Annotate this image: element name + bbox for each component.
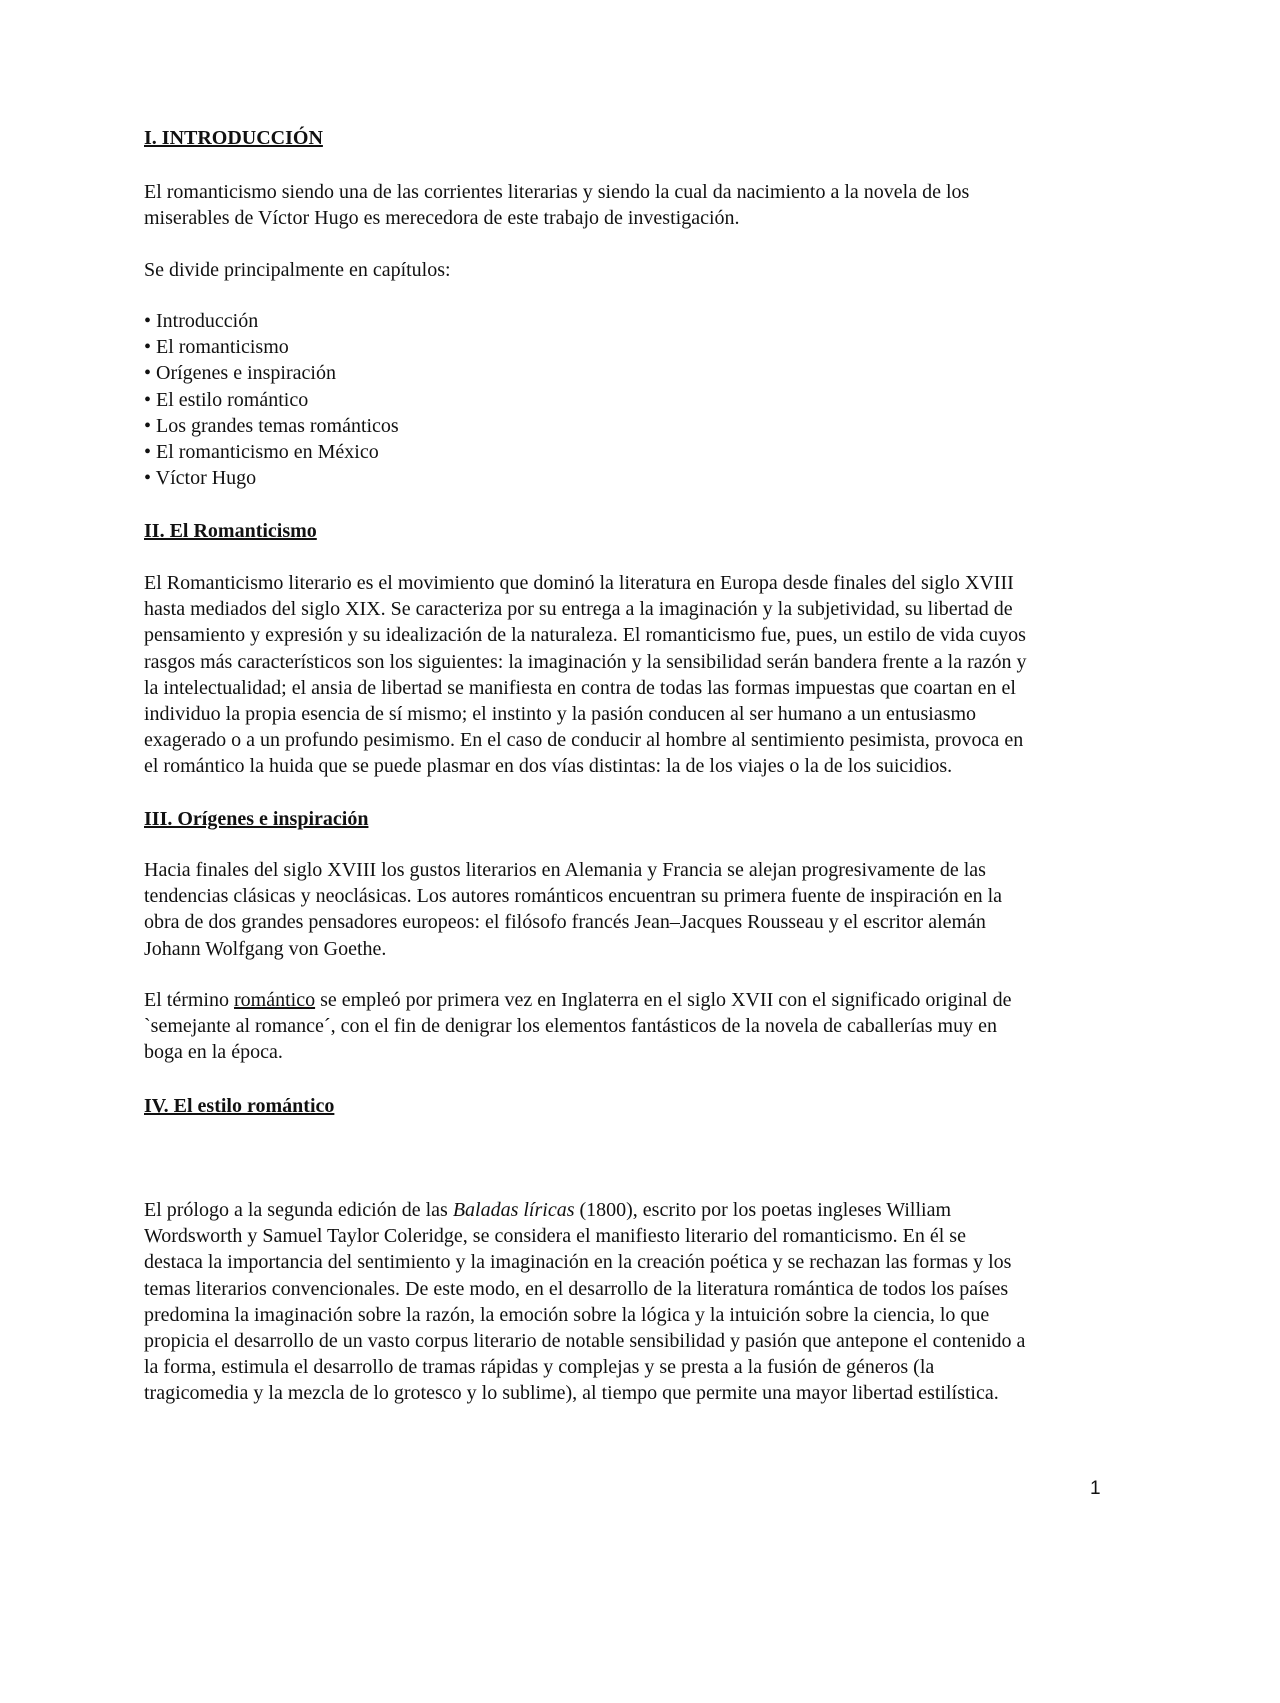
list-item: • El estilo romántico <box>144 388 309 411</box>
text-line: Hacia finales del siglo XVIII los gustos literarios en Alemania y Francia se alejan progresivamente de las <box>144 859 986 881</box>
text-line: rasgos más característicos son los siguientes: la imaginación y la sensibilidad serán bandera frente a la razón y <box>144 650 1027 673</box>
list-item: • Introducción <box>144 310 259 332</box>
text-segment: El término <box>144 989 234 1011</box>
text-line: temas literarios convencionales. De este modo, en el desarrollo de la literatura romántica de todos los países <box>144 1277 1009 1300</box>
list-item: • Orígenes e inspiración <box>144 362 336 385</box>
text-line: tendencias clásicas y neoclásicas. Los autores románticos encuentran su primera fuente de inspiración en la <box>144 885 1002 908</box>
text-line: destaca la importancia del sentimiento y la imaginación en la creación poética y se rechazan las formas y los <box>144 1251 1012 1274</box>
underlined-term: romántico <box>233 989 316 1011</box>
text-line: propicia el desarrollo de un vasto corpus literario de notable sensibilidad y pasión que antepone el contenido a <box>144 1329 1026 1352</box>
text-line: Wordsworth y Samuel Taylor Coleridge, se considera el manifiesto literario del romanticismo. En él se <box>144 1225 966 1248</box>
text-line: boga en la época. <box>144 1041 283 1064</box>
text-line: exagerado o a un profundo pesimismo. En el caso de conducir al hombre al sentimiento pesimista, provoca en <box>144 729 1024 752</box>
section-heading: IV. El estilo romántico <box>144 1095 335 1117</box>
text-line <box>144 987 1011 1013</box>
text-segment: (1800), escrito por los poetas ingleses William <box>574 1199 952 1221</box>
list-item: • Los grandes temas románticos <box>144 414 399 437</box>
italic-title: Baladas líricas <box>452 1199 575 1221</box>
paragraph <box>144 179 969 231</box>
section-heading: II. El Romanticismo <box>144 520 317 542</box>
list-item: • Víctor Hugo <box>144 467 257 490</box>
text-line: el romántico la huida que se puede plasmar en dos vías distintas: la de los viajes o la de los suicidios. <box>144 755 953 778</box>
text-line: predomina la imaginación sobre la razón, la emoción sobre la lógica y la intuición sobre la ciencia, lo que <box>144 1303 990 1326</box>
paragraph <box>144 1197 1025 1407</box>
text-line: `semejante al romance´, con el fin de denigrar los elementos fantásticos de la novela de caballerías muy en <box>144 1015 997 1038</box>
text-line: Johann Wolfgang von Goethe. <box>144 937 387 960</box>
text-line: la intelectualidad; el ansia de libertad se manifiesta en contra de todas las formas impuestas que coartan en el <box>144 676 1016 699</box>
list-item: • El romanticismo <box>144 336 289 359</box>
text-line: individuo la propia esencia de sí mismo; el instinto y la pasión conducen al ser humano a un entusiasmo <box>144 702 977 725</box>
text-line: obra de dos grandes pensadores europeos: el filósofo francés Jean–Jacques Rousseau y el escritor alemán <box>144 911 986 934</box>
text-line: El Romanticismo literario es el movimiento que dominó la literatura en Europa desde finales del siglo XVIII <box>144 572 1014 594</box>
text-line <box>144 1197 1025 1223</box>
list-item: • El romanticismo en México <box>144 440 379 463</box>
text-line: la forma, estimula el desarrollo de tramas rápidas y complejas y se presta a la fusión de géneros (la <box>144 1356 935 1379</box>
section-heading: III. Orígenes e inspiración <box>144 808 369 830</box>
chapter-list <box>144 308 399 491</box>
text-line: miserables de Víctor Hugo es merecedora de este trabajo de investigación. <box>144 207 740 230</box>
text-line: El romanticismo siendo una de las corrientes literarias y siendo la cual da nacimiento a la novela de los <box>144 181 970 203</box>
text-line: tragicomedia y la mezcla de lo grotesco y lo sublime), al tiempo que permite una mayor libertad estilística. <box>144 1382 999 1405</box>
text-line: pensamiento y expresión y su idealización de la naturaleza. El romanticismo fue, pues, un estilo de vida cuyos <box>144 624 1026 647</box>
text-segment: El prólogo a la segunda edición de las <box>144 1199 453 1221</box>
text-line: Se divide principalmente en capítulos: <box>144 259 451 281</box>
paragraph <box>144 857 1002 962</box>
page-number: 1 <box>1090 1478 1101 1499</box>
paragraph <box>144 987 1011 1066</box>
section-heading: I. INTRODUCCIÓN <box>144 127 323 149</box>
paragraph <box>144 257 451 283</box>
text-line: hasta mediados del siglo XIX. Se caracteriza por su entrega a la imaginación y la subjetividad, su libertad de <box>144 598 1013 621</box>
text-segment: se empleó por primera vez en Inglaterra en el siglo XVII con el significado original de <box>315 989 1012 1011</box>
paragraph <box>144 570 1026 780</box>
